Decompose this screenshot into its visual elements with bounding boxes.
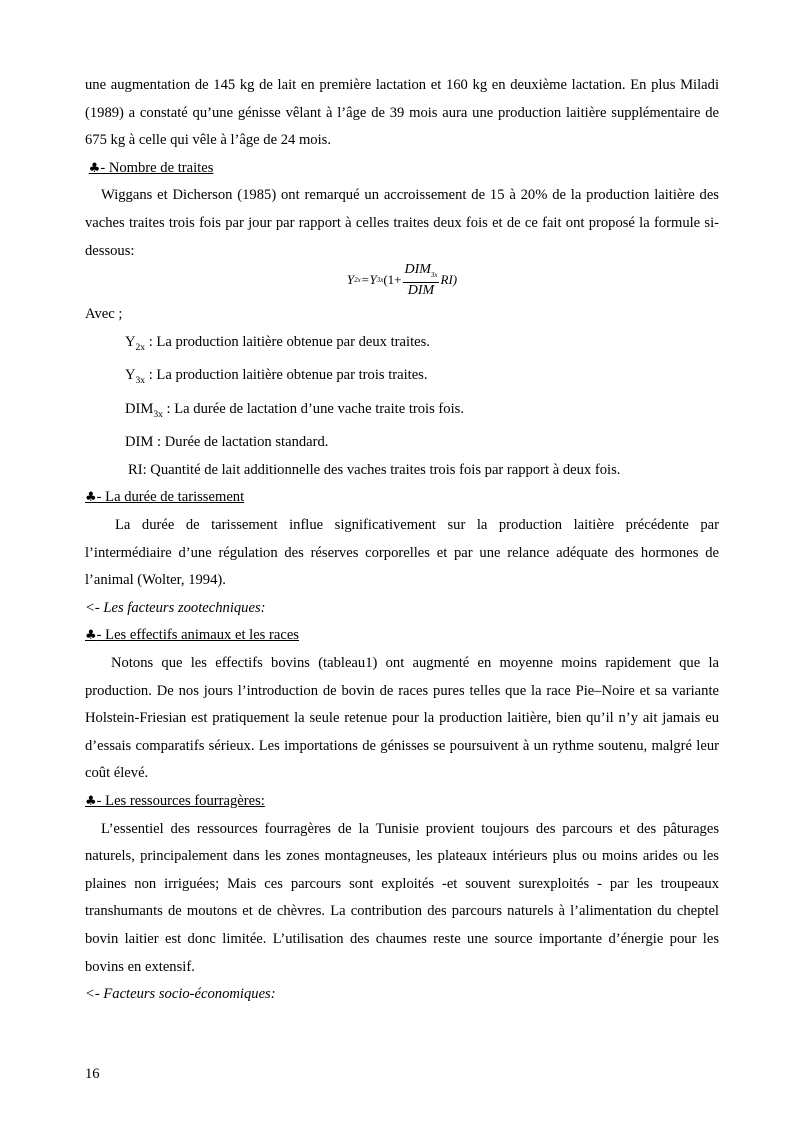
heading-ressources: ♣- Les ressources fourragères: <box>85 792 265 809</box>
ressources-paragraph: L’essentiel des ressources fourragères de la Tunisie provient toujours des parcours et des pâturages naturels, principalement dans les zones montagneuses, les plateaux intérieurs plus ou moins arides ou les plaines non irriguées; Mais ces parcours sont exploités -et souvent surexploités - par les troupeaux transhumants de moutons et de chèvres. La contribution des parcours naturels à l’alimentation du cheptel bovin laitier est donc limitée. L’utilisation des chaumes reste une source importante d’énergie pour les bovins en extensif. <box>85 820 719 975</box>
club-icon: ♣ <box>85 793 97 809</box>
effectifs-paragraph: Notons que les effectifs bovins (tableau1) ont augmenté en moyenne moins rapidement que la production. De nos jours l’introduction de bovin de races pures telles que la race Pie–Noire et sa variante Holstein-Friesian est pratiquement la seule retenue pour la production laitière, bien qu’il n’y ait jamais eu d’essais comparatifs sérieux. Les importations de génisses se poursuivent à un rythme soutenu, malgré leur coût élevé. <box>85 655 719 782</box>
heading-facteurs-socio-economiques: <- Facteurs socio-économiques: <box>85 986 276 1003</box>
page-number: 16 <box>85 1066 100 1082</box>
definition-y3x: $Y_{3x}$ : La production laitière obtenue par trois traites. <box>125 367 428 387</box>
heading-nombre-traites <box>85 155 719 183</box>
formula: Y 2x = Y 3x (1+ $\frac{DIM_{3x}}{\text{DIM}}$ RI) <box>346 261 458 298</box>
definitions <box>85 301 719 484</box>
club-icon: ♣ <box>88 160 101 176</box>
heading-effectifs: ♣- Les effectifs animaux et les races <box>85 627 299 644</box>
formula-fraction: $\frac{DIM_{3x}}{\text{DIM}}$ <box>404 261 438 298</box>
tarissement-paragraph: La durée de tarissement influe significativement sur la production laitière précédente par l’intermédiaire d’une régulation des réserves corporelles et par une relance adéquate des hormones de l’animal (Wolter, 1994). <box>85 517 719 589</box>
heading-tarissement: ♣- La durée de tarissement <box>85 489 245 506</box>
definition-dim3x: $DIM_{3x}$ : La durée de lactation d’une vache traite trois fois. <box>125 400 464 420</box>
page-content <box>85 72 719 1009</box>
definition-dim: DIM : Durée de lactation standard. <box>125 434 329 451</box>
heading-facteurs-zootechniques: <- Les facteurs zootechniques: <box>85 599 266 616</box>
definition-ri: RI: Quantité de lait additionnelle des vaches traites trois fois par rapport à deux fois. <box>128 461 621 478</box>
club-icon: ♣ <box>85 490 97 506</box>
club-icon: ♣ <box>85 628 97 644</box>
traites-paragraph: Wiggans et Dicherson (1985) ont remarqué un accroissement de 15 à 20% de la production laitière des vaches traites trois fois par jour par rapport à celles traites deux fois et de ce fait ont proposé la formule si- dessous: <box>85 187 719 259</box>
avec-label: Avec ; <box>85 306 123 323</box>
heading-nombre-traites-text: - Nombre de traites <box>100 159 214 176</box>
intro-paragraph: une augmentation de 145 kg de lait en première lactation et 160 kg en deuxième lactation. En plus Miladi (1989) a constaté qu’une génisse vêlant à l’âge de 39 mois aura une production laitière supplémentaire de 675 kg à celle qui vêle à l’âge de 24 mois. <box>85 77 719 149</box>
definition-y2x: $Y_{2x}$ : La production laitière obtenue par deux traites. <box>125 333 430 353</box>
